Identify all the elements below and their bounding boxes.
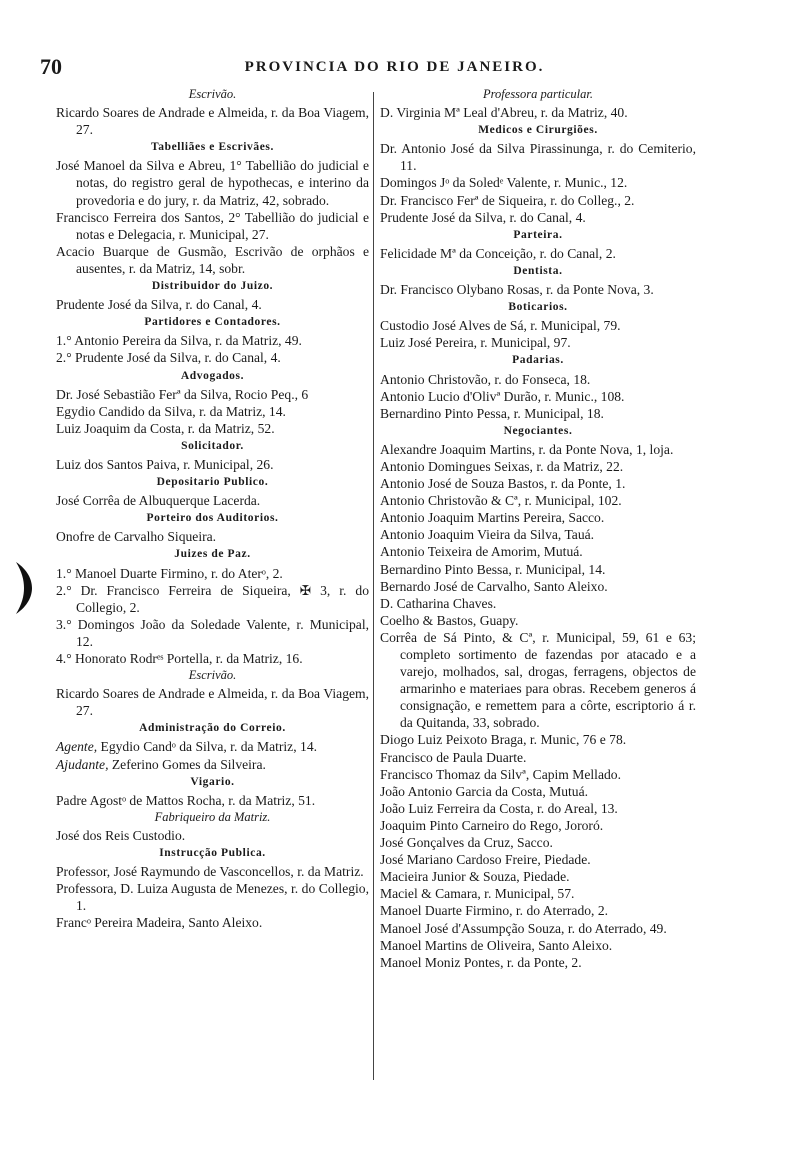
directory-entry: Antonio José de Souza Bastos, r. da Ponte, 1. (380, 476, 626, 492)
section-heading-negociantes: Negociantes. (503, 424, 573, 437)
page-title: PROVINCIA DO RIO DE JANEIRO. (244, 59, 545, 75)
entry-text: Egydio Candᵒ da Silva, r. da Matriz, 14. (97, 739, 318, 755)
section-heading-tabelliaes-e-escrivaes: Tabelliães e Escrivães. (151, 141, 274, 154)
directory-entry: Corrêa de Sá Pinto, & Cª, r. Municipal, 59, 61 e 63; completo sortimento de fazendas por atacado e a varejo, molhados, sal, drogas, ferragens, objectos de armarinho e materiaes para obras. Recebem generos á consignação, e remettem para a côrte, escriptorio á r. da Quitanda, 33, sobrado. (380, 629, 696, 731)
directory-entry: Diogo Luiz Peixoto Braga, r. Munic, 76 e 78. (380, 732, 627, 748)
directory-entry: Antonio Christovão & Cª, r. Municipal, 102. (380, 493, 622, 509)
section-heading-padarias: Padarias. (512, 354, 564, 367)
directory-entry: Francᵒ Pereira Madeira, Santo Aleixo. (56, 915, 263, 931)
margin-ornament-icon (14, 560, 34, 616)
directory-entry: Coelho & Bastos, Guapy. (380, 612, 519, 628)
directory-entry: Dr. Francisco Olybano Rosas, r. da Ponte Nova, 3. (380, 282, 654, 298)
directory-entry: Francisco Thomaz da Silvª, Capim Mellado. (380, 766, 621, 782)
directory-entry: Acacio Buarque de Gusmão, Escrivão de orphãos e ausentes, r. da Matriz, 14, sobr. (56, 243, 369, 276)
directory-entry: Bernardino Pinto Bessa, r. Municipal, 14. (380, 561, 606, 577)
entry-role-label: Ajudante, (56, 756, 109, 772)
directory-entry: Joaquim Pinto Carneiro do Rego, Jororó. (380, 817, 604, 833)
section-heading-advogados: Advogados. (180, 369, 245, 382)
directory-entry: Antonio Domingues Seixas, r. da Matriz, 22. (380, 458, 624, 474)
section-heading-parteira: Parteira. (513, 228, 563, 241)
directory-entry: José Gonçalves da Cruz, Sacco. (380, 835, 553, 851)
entry-text: Zeferino Gomes da Silveira. (108, 756, 266, 772)
directory-entry: Ricardo Soares de Andrade e Almeida, r. da Boa Viagem, 27. (56, 105, 369, 138)
section-heading-vigario: Vigario. (190, 775, 235, 788)
section-heading-instruccao-publica: Instrucção Publica. (159, 847, 266, 860)
subheading-professora-particular: Professora particular. (483, 87, 593, 101)
subheading-escrivao: Escrivão. (188, 668, 237, 683)
directory-entry: Bernardino Pinto Pessa, r. Municipal, 18. (380, 405, 604, 421)
section-heading-porteiro-dos-auditorios: Porteiro dos Auditorios. (146, 512, 279, 525)
directory-entry: Domingos Jᵒ da Soledᵉ Valente, r. Munic., 12. (380, 175, 628, 191)
directory-entry: Manoel Duarte Firmino, r. do Aterrado, 2. (380, 903, 609, 919)
directory-entry: Luiz dos Santos Paiva, r. Municipal, 26. (56, 456, 274, 472)
directory-entry: Alexandre Joaquim Martins, r. da Ponte Nova, 1, loja. (380, 441, 674, 457)
section-heading-administracao-do-correio: Administração do Correio. (139, 722, 286, 735)
section-heading-medicos-e-cirurgioes: Medicos e Cirurgiões. (478, 124, 598, 137)
directory-entry: Maciel & Camara, r. Municipal, 57. (380, 886, 575, 902)
section-heading-solicitador: Solicitador. (181, 439, 244, 452)
directory-entry: 1.° Manoel Duarte Firmino, r. do Aterᵒ, 2. (56, 565, 283, 581)
directory-entry: Prudente José da Silva, r. do Canal, 4. (56, 297, 262, 313)
directory-entry: Bernardo José de Carvalho, Santo Aleixo. (380, 578, 608, 594)
directory-entry: Professora, D. Luiza Augusta de Menezes, r. do Collegio, 1. (56, 881, 369, 914)
directory-entry: Francisco de Paula Duarte. (380, 749, 527, 765)
directory-entry: Antonio Joaquim Martins Pereira, Sacco. (380, 510, 605, 526)
directory-entry: Luiz Joaquim da Costa, r. da Matriz, 52. (56, 420, 275, 436)
directory-entry: Prudente José da Silva, r. do Canal, 4. (380, 209, 586, 225)
directory-entry: José dos Reis Custodio. (56, 827, 186, 843)
section-heading-boticarios: Boticarios. (508, 301, 568, 314)
directory-entry: Egydio Candido da Silva, r. da Matriz, 14. (56, 403, 286, 419)
directory-entry: Luiz José Pereira, r. Municipal, 97. (380, 335, 571, 351)
directory-entry: 1.° Antonio Pereira da Silva, r. da Matriz, 49. (56, 333, 302, 349)
directory-entry: Dr. José Sebastião Ferª da Silva, Rocio Peq., 6 (56, 386, 309, 402)
directory-entry: Macieira Junior & Souza, Piedade. (380, 869, 570, 885)
directory-entry: Ricardo Soares de Andrade e Almeida, r. da Boa Viagem, 27. (56, 686, 369, 719)
directory-entry: Custodio José Alves de Sá, r. Municipal, 79. (380, 318, 621, 334)
directory-entry: Padre Agostᵒ de Mattos Rocha, r. da Matriz, 51. (56, 792, 316, 808)
subheading-escrivao: Escrivão. (188, 87, 237, 101)
entry-role-label: Agente, (56, 739, 98, 755)
directory-entry: 4.° Honorato Rodrᵉˢ Portella, r. da Matriz, 16. (56, 651, 303, 666)
directory-entry: Onofre de Carvalho Siqueira. (56, 529, 217, 545)
directory-entry: Felicidade Mª da Conceição, r. do Canal, 2. (380, 245, 616, 261)
directory-entry: Dr. Antonio José da Silva Pirassinunga, r. do Cemiterio, 11. (380, 141, 696, 174)
section-heading-partidores-e-contadores: Partidores e Contadores. (144, 316, 281, 329)
directory-entry: João Luiz Ferreira da Costa, r. do Areal, 13. (380, 800, 618, 816)
subheading-fabriqueiro-da-matriz: Fabriqueiro da Matriz. (154, 809, 271, 824)
directory-entry: Antonio Joaquim Vieira da Silva, Tauá. (380, 527, 595, 543)
directory-entry: João Antonio Garcia da Costa, Mutuá. (380, 783, 589, 799)
directory-entry: Manoel Martins de Oliveira, Santo Aleixo. (380, 937, 613, 953)
directory-entry: José Mariano Cardoso Freire, Piedade. (380, 852, 591, 868)
directory-entry (56, 738, 369, 755)
page-number: 70 (40, 54, 62, 79)
directory-entry (56, 756, 369, 773)
directory-entry: Francisco Ferreira dos Santos, 2° Tabellião do judicial e notas e Delegacia, r. Municipal, 27. (56, 209, 369, 242)
directory-entry: Manoel Moniz Pontes, r. da Ponte, 2. (380, 954, 582, 970)
directory-entry: 2.° Dr. Francisco Ferreira de Siqueira, ✠ 3, r. do Collegio, 2. (56, 582, 369, 615)
left-column (56, 86, 369, 932)
directory-entry: Antonio Lucio d'Olivª Durão, r. Munic., 108. (380, 388, 625, 404)
directory-entry: Dr. Francisco Ferª de Siqueira, r. do Colleg., 2. (380, 192, 635, 208)
section-heading-distribuidor-do-juizo: Distribuidor do Juizo. (151, 280, 274, 293)
column-divider (373, 92, 374, 1080)
directory-entry: Manoel José d'Assumpção Souza, r. do Aterrado, 49. (380, 920, 667, 936)
directory-entry: Antonio Teixeira de Amorim, Mutuá. (380, 544, 583, 560)
section-heading-dentista: Dentista. (513, 264, 563, 277)
directory-entry: Antonio Christovão, r. do Fonseca, 18. (380, 371, 591, 387)
directory-entry: Professor, José Raymundo de Vasconcellos, r. da Matriz. (56, 864, 364, 880)
directory-entry: D. Catharina Chaves. (380, 595, 497, 611)
directory-entry: 3.° Domingos João da Soledade Valente, r. Municipal, 12. (56, 616, 369, 649)
directory-entry: D. Virginia Mª Leal d'Abreu, r. da Matriz, 40. (380, 105, 628, 121)
section-heading-depositario-publico: Depositario Publico. (156, 476, 269, 489)
directory-entry: 2.° Prudente José da Silva, r. do Canal, 4. (56, 350, 281, 366)
directory-entry: José Corrêa de Albuquerque Lacerda. (56, 493, 261, 509)
page-header (0, 52, 789, 82)
section-heading-juizes-de-paz: Juizes de Paz. (174, 548, 251, 561)
directory-entry: José Manoel da Silva e Abreu, 1° Tabellião do judicial e notas, do registro geral de hypothecas, e interino da provedoria e do jury, r. da Matriz, 42, sobrado. (56, 158, 369, 208)
right-column (380, 86, 696, 971)
